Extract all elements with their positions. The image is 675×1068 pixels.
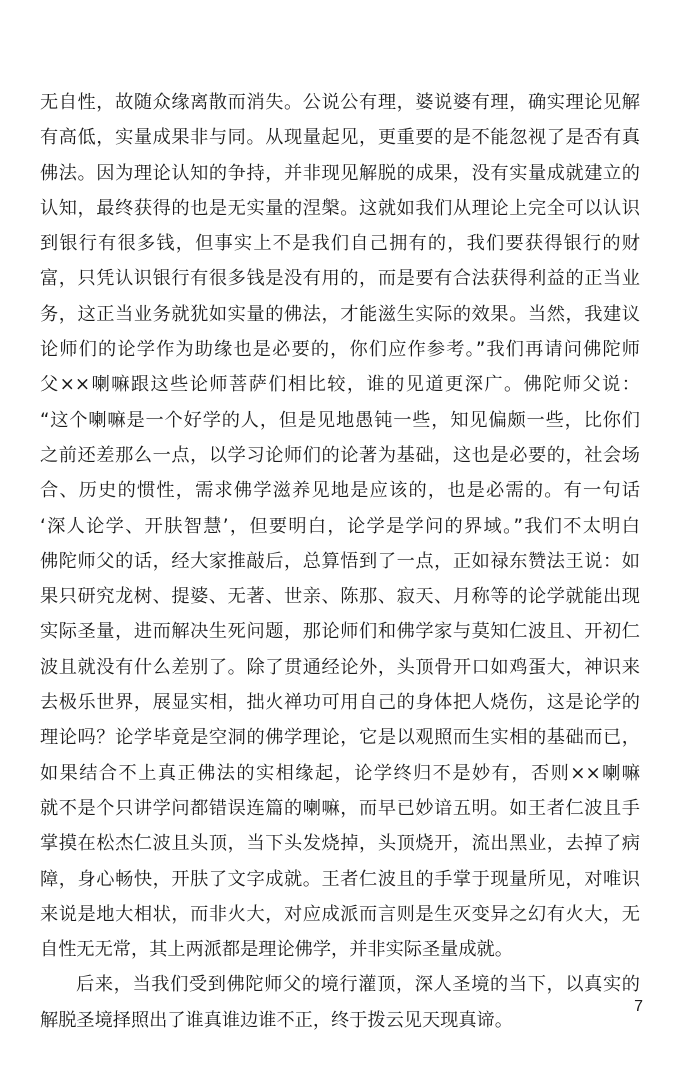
text-line: 波且就没有什么差别了。除了贯通经论外，头顶骨开口如鸡蛋大，神识来: [40, 656, 640, 678]
text-line: 果只研究龙树、提婆、无著、世亲、陈那、寂天、月称等的论学就能出现: [40, 586, 640, 608]
text-line: 到银行有很多钱，但事实上不是我们自己拥有的，我们要获得银行的财: [40, 233, 640, 255]
paragraph-2: [40, 967, 640, 1038]
text-line: 障，身心畅快，开肤了文字成就。王者仁波且的手掌于现量所见，对唯识: [40, 868, 640, 890]
text-line: “这个喇嘛是一个好学的人，但是见地愚钝一些，知见偏颇一些，比你们: [40, 409, 640, 431]
text-line: 认知，最终获得的也是无实量的涅槃。这就如我们从理论上完全可以认识: [40, 197, 640, 219]
text-line: 无自性，故随众缘离散而消失。公说公有理，婆说婆有理，确实理论见解: [40, 92, 640, 113]
text-line: 理论吗？论学毕竟是空洞的佛学理论，它是以观照而生实相的基础而已，: [40, 727, 640, 749]
text-line: 佛法。因为理论认知的争持，并非现见解脱的成果，没有实量成就建立的: [40, 162, 640, 184]
text-line: 实际圣量，进而解决生死问题，那论师们和佛学家与莫知仁波且、开初仁: [40, 621, 640, 643]
text-line: 如果结合不上真正佛法的实相缘起，论学终归不是妙有，否则××喇嘛: [40, 762, 640, 784]
text-line: 务，这正当业务就犹如实量的佛法，才能滋生实际的效果。当然，我建议: [40, 303, 640, 325]
text-line: 去极乐世界，展显实相，拙火禅功可用自己的身体把人烧伤，这是论学的: [40, 692, 640, 714]
text-line: 有高低，实量成果非与同。从现量起见，更重要的是不能忽视了是否有真: [40, 127, 640, 149]
text-line: 父××喇嘛跟这些论师菩萨们相比较，谁的见道更深广。佛陀师父说：: [40, 374, 640, 396]
text-line: 之前还差那么一点，以学习论师们的论著为基础，这也是必要的，社会场: [40, 444, 640, 466]
text-line: 富，只凭认识银行有很多钱是没有用的，而是要有合法获得利益的正当业: [40, 268, 640, 290]
body-text: [40, 85, 640, 1038]
text-line: 来说是地大相状，而非火大，对应成派而言则是生灭变异之幻有火大，无: [40, 903, 640, 925]
text-line: 解脱圣境择照出了谁真谁边谁不正，终于拨云见天现真谛。: [40, 1009, 513, 1031]
text-line: 论师们的论学作为助缘也是必要的，你们应作参考。”我们再请问佛陀师: [40, 339, 640, 361]
text-line: 合、历史的惯性，需求佛学滋养见地是应该的，也是必需的。有一句话: [40, 480, 640, 502]
page-number: 7: [634, 998, 643, 1015]
paragraph-1: [40, 85, 640, 967]
text-line: 后来，当我们受到佛陀师父的境行灌顶，深人圣境的当下，以真实的: [76, 974, 640, 996]
text-line: 佛陀师父的话，经大家推敲后，总算悟到了一点，正如禄东赞法王说：如: [40, 550, 640, 572]
text-line: ‘深人论学、开肤智慧’，但要明白，论学是学问的界域。”我们不太明白: [40, 515, 640, 537]
text-line: 自性无无常，其上两派都是理论佛学，并非实际圣量成就。: [40, 939, 513, 961]
text-line: 掌摸在松杰仁波且头顶，当下头发烧掉，头顶烧开，流出黑业，去掉了病: [40, 833, 640, 855]
text-line: 就不是个只讲学问都错误连篇的喇嘛，而早已妙谙五明。如王者仁波且手: [40, 797, 640, 819]
